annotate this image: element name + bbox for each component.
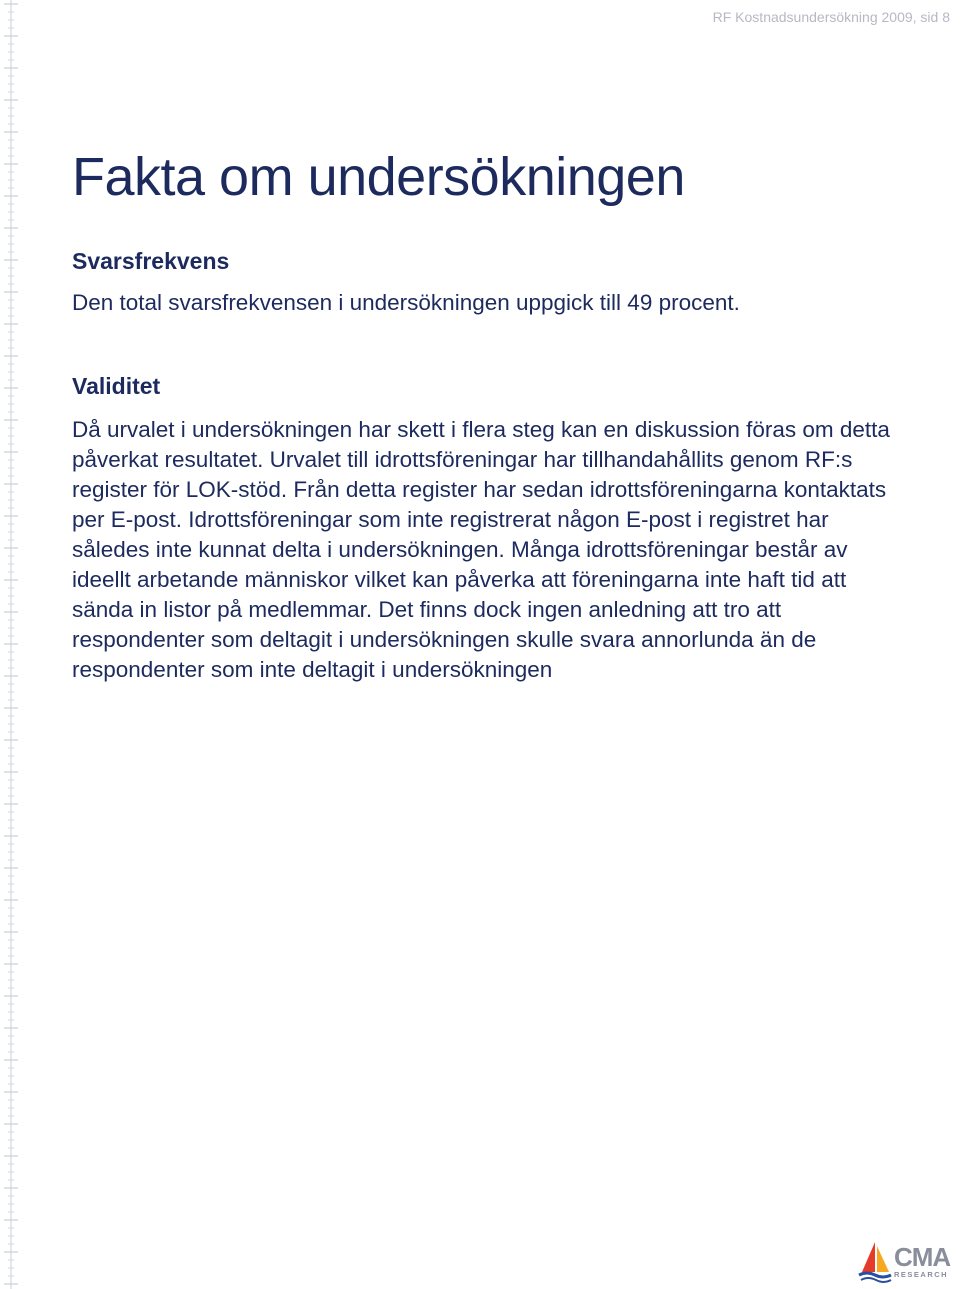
margin-ruler	[0, 0, 22, 1289]
logo-wordmark: CMA	[894, 1242, 951, 1272]
section-body-validitet: Då urvalet i undersökningen har skett i flera steg kan en diskussion föras om detta påverkat resultatet. Urvalet till idrottsföreningar har tillhandahållits genom RF:s register för LOK-stöd. Från detta register har sedan idrottsföreningarna kontaktats per E-post. Idrottsföreningar som inte registrerat någon E-post i registret har således inte kunnat delta i undersökningen. Många idrottsföreningar består av ideellt arbetande människor vilket kan påverka att föreningarna inte haft tid att sända in listor på medlemmar. Det finns dock ingen anledning att tro att respondenter som deltagit i undersökningen skulle svara annorlunda än de respondenter som inte deltagit i undersökningen	[72, 417, 890, 682]
section-body-svarsfrekvens: Den total svarsfrekvensen i undersökningen uppgick till 49 procent.	[72, 290, 740, 315]
page-header: RF Kostnadsundersökning 2009, sid 8	[712, 9, 950, 25]
section-heading-svarsfrekvens: Svarsfrekvens	[72, 248, 230, 274]
logo-subtitle: RESEARCH	[894, 1270, 949, 1279]
sailboat-logo-icon	[858, 1240, 894, 1284]
page-title: Fakta om undersökningen	[72, 147, 685, 207]
section-heading-validitet: Validitet	[72, 373, 161, 399]
cma-research-logo	[858, 1240, 958, 1284]
